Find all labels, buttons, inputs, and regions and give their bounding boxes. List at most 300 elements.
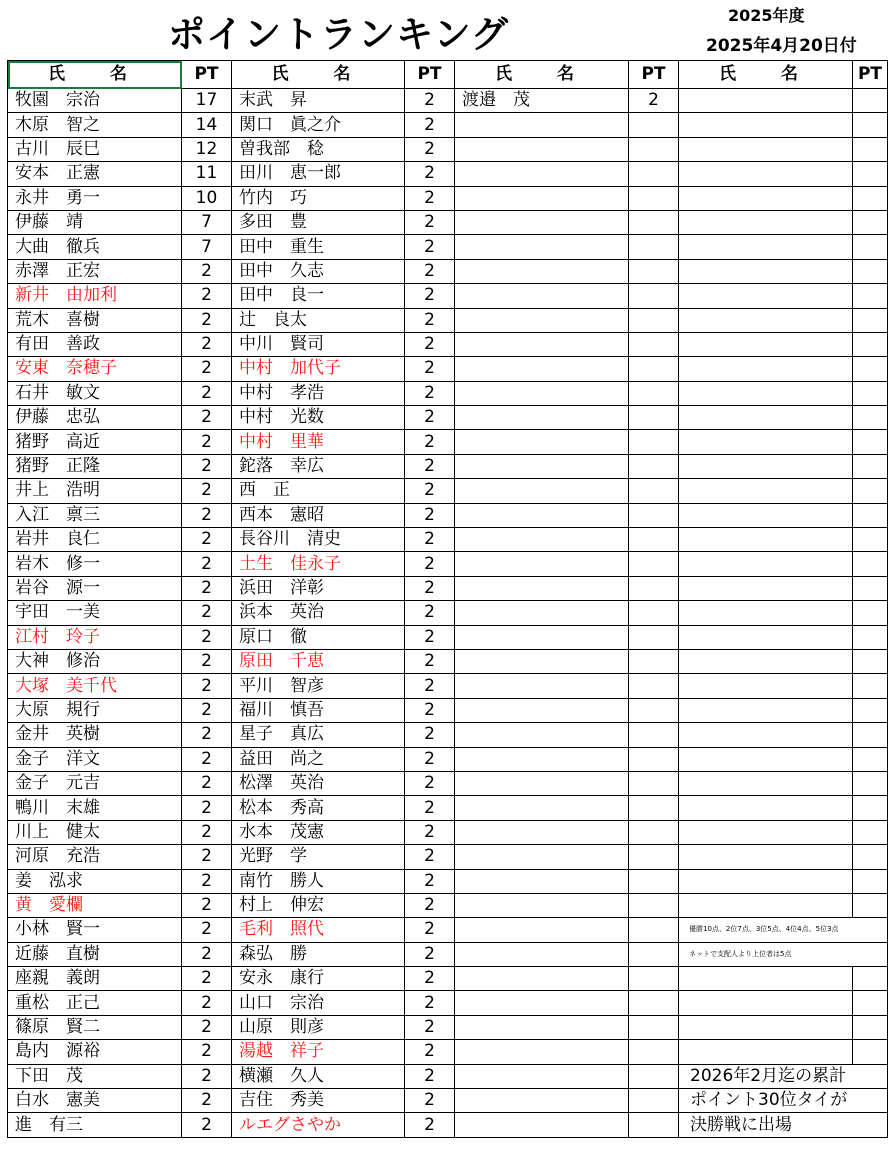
player-name[interactable]: 原田 千恵 — [232, 649, 405, 673]
player-name[interactable]: 多田 豊 — [232, 210, 405, 234]
player-points[interactable] — [853, 479, 888, 503]
player-points[interactable] — [629, 406, 679, 430]
player-name[interactable] — [455, 406, 629, 430]
player-points[interactable] — [853, 137, 888, 161]
player-points[interactable] — [853, 381, 888, 405]
player-name[interactable] — [679, 89, 853, 113]
player-points[interactable] — [629, 381, 679, 405]
player-points[interactable]: 2 — [182, 698, 232, 722]
player-points[interactable] — [629, 820, 679, 844]
player-name[interactable] — [455, 381, 629, 405]
player-points[interactable]: 2 — [405, 601, 455, 625]
player-name[interactable]: 金子 元吉 — [8, 771, 182, 795]
player-name[interactable] — [455, 723, 629, 747]
player-name[interactable] — [455, 1015, 629, 1039]
player-points[interactable]: 2 — [405, 991, 455, 1015]
player-name[interactable]: 進 有三 — [8, 1113, 182, 1137]
player-points[interactable] — [853, 357, 888, 381]
player-points[interactable]: 2 — [182, 820, 232, 844]
player-name[interactable]: 白水 憲美 — [8, 1089, 182, 1113]
player-points[interactable]: 2 — [405, 332, 455, 356]
player-name[interactable] — [679, 845, 853, 869]
player-name[interactable] — [679, 430, 853, 454]
player-name[interactable]: 森弘 勝 — [232, 942, 405, 966]
player-name[interactable]: 光野 学 — [232, 845, 405, 869]
player-points[interactable]: 2 — [405, 625, 455, 649]
player-name[interactable] — [679, 357, 853, 381]
player-name[interactable] — [455, 162, 629, 186]
player-points[interactable] — [853, 162, 888, 186]
player-points[interactable] — [853, 796, 888, 820]
player-name[interactable]: 曽我部 稔 — [232, 137, 405, 161]
player-name[interactable]: 土生 佳永子 — [232, 552, 405, 576]
player-points[interactable]: 11 — [182, 162, 232, 186]
player-points[interactable]: 2 — [182, 625, 232, 649]
player-name[interactable]: 赤澤 正宏 — [8, 259, 182, 283]
player-name[interactable] — [679, 137, 853, 161]
player-name[interactable]: 黄 愛欄 — [8, 893, 182, 917]
player-points[interactable] — [853, 649, 888, 673]
player-points[interactable] — [629, 210, 679, 234]
player-points[interactable] — [629, 991, 679, 1015]
player-points[interactable]: 2 — [182, 967, 232, 991]
player-points[interactable]: 2 — [182, 601, 232, 625]
player-points[interactable]: 2 — [182, 454, 232, 478]
player-name[interactable]: 原口 徹 — [232, 625, 405, 649]
player-name[interactable]: 中村 里華 — [232, 430, 405, 454]
player-name[interactable]: 篠原 賢二 — [8, 1015, 182, 1039]
player-points[interactable] — [853, 625, 888, 649]
player-name[interactable]: 中村 光数 — [232, 406, 405, 430]
player-name[interactable] — [679, 528, 853, 552]
player-points[interactable]: 2 — [182, 771, 232, 795]
player-points[interactable]: 10 — [182, 186, 232, 210]
player-points[interactable]: 2 — [405, 723, 455, 747]
pt-header[interactable]: PT — [853, 61, 888, 89]
player-points[interactable]: 2 — [405, 259, 455, 283]
player-points[interactable] — [853, 771, 888, 795]
player-name[interactable]: 横瀬 久人 — [232, 1064, 405, 1088]
player-points[interactable]: 2 — [182, 528, 232, 552]
player-points[interactable] — [853, 89, 888, 113]
player-points[interactable]: 2 — [405, 308, 455, 332]
player-points[interactable]: 2 — [182, 259, 232, 283]
player-points[interactable] — [629, 357, 679, 381]
player-points[interactable]: 2 — [629, 89, 679, 113]
player-points[interactable] — [853, 430, 888, 454]
player-points[interactable]: 2 — [182, 1089, 232, 1113]
player-points[interactable]: 2 — [405, 576, 455, 600]
player-points[interactable] — [853, 552, 888, 576]
player-points[interactable]: 7 — [182, 210, 232, 234]
player-name[interactable]: 星子 真広 — [232, 723, 405, 747]
player-points[interactable]: 2 — [182, 649, 232, 673]
player-points[interactable] — [853, 820, 888, 844]
player-name[interactable] — [679, 381, 853, 405]
player-name[interactable]: 永井 勇一 — [8, 186, 182, 210]
player-name[interactable]: 岩井 良仁 — [8, 528, 182, 552]
player-name[interactable] — [679, 869, 853, 893]
player-name[interactable]: 金井 英樹 — [8, 723, 182, 747]
player-points[interactable]: 2 — [182, 406, 232, 430]
player-name[interactable] — [679, 771, 853, 795]
player-name[interactable]: 姜 泓求 — [8, 869, 182, 893]
player-points[interactable] — [853, 1040, 888, 1064]
player-name[interactable] — [679, 991, 853, 1015]
player-name[interactable]: 田中 久志 — [232, 259, 405, 283]
player-points[interactable] — [629, 845, 679, 869]
player-points[interactable]: 2 — [405, 1015, 455, 1039]
player-points[interactable] — [629, 1040, 679, 1064]
player-points[interactable] — [853, 210, 888, 234]
player-points[interactable]: 2 — [405, 89, 455, 113]
pt-header[interactable]: PT — [405, 61, 455, 89]
player-name[interactable]: ルエグさやか — [232, 1113, 405, 1137]
player-name[interactable] — [679, 1040, 853, 1064]
player-name[interactable] — [679, 674, 853, 698]
player-points[interactable]: 2 — [182, 1040, 232, 1064]
player-name[interactable] — [455, 796, 629, 820]
player-name[interactable]: 荒木 喜樹 — [8, 308, 182, 332]
player-points[interactable]: 2 — [182, 284, 232, 308]
player-points[interactable] — [853, 406, 888, 430]
player-name[interactable]: 中川 賢司 — [232, 332, 405, 356]
player-name[interactable] — [455, 113, 629, 137]
player-name[interactable] — [679, 186, 853, 210]
player-name[interactable]: 石井 敏文 — [8, 381, 182, 405]
player-name[interactable]: 西本 憲昭 — [232, 503, 405, 527]
player-name[interactable]: 川上 健太 — [8, 820, 182, 844]
player-name[interactable]: 安本 正憲 — [8, 162, 182, 186]
player-name[interactable]: 井上 浩明 — [8, 479, 182, 503]
name-header[interactable]: 氏 名 — [455, 61, 629, 89]
player-name[interactable] — [679, 601, 853, 625]
player-name[interactable] — [679, 723, 853, 747]
player-name[interactable]: 渡邉 茂 — [455, 89, 629, 113]
player-points[interactable]: 2 — [182, 357, 232, 381]
player-points[interactable] — [629, 893, 679, 917]
player-name[interactable]: 浜田 洋彰 — [232, 576, 405, 600]
player-name[interactable]: 竹内 巧 — [232, 186, 405, 210]
player-points[interactable]: 2 — [182, 479, 232, 503]
player-points[interactable]: 2 — [405, 1040, 455, 1064]
pt-header[interactable]: PT — [182, 61, 232, 89]
player-name[interactable]: 島内 源裕 — [8, 1040, 182, 1064]
player-name[interactable] — [455, 552, 629, 576]
player-points[interactable]: 2 — [182, 918, 232, 942]
player-name[interactable]: 伊藤 忠弘 — [8, 406, 182, 430]
player-points[interactable]: 2 — [182, 747, 232, 771]
player-points[interactable] — [853, 308, 888, 332]
player-name[interactable]: 下田 茂 — [8, 1064, 182, 1088]
player-name[interactable] — [679, 576, 853, 600]
player-name[interactable] — [679, 284, 853, 308]
player-points[interactable]: 2 — [405, 454, 455, 478]
player-points[interactable]: 2 — [405, 528, 455, 552]
player-name[interactable]: 岩谷 源一 — [8, 576, 182, 600]
player-points[interactable]: 2 — [405, 820, 455, 844]
player-name[interactable] — [455, 1113, 629, 1137]
player-points[interactable]: 2 — [405, 918, 455, 942]
player-points[interactable] — [853, 674, 888, 698]
player-name[interactable] — [455, 186, 629, 210]
player-points[interactable] — [853, 454, 888, 478]
player-name[interactable]: 安永 康行 — [232, 967, 405, 991]
player-points[interactable] — [629, 162, 679, 186]
player-name[interactable]: 浜本 英治 — [232, 601, 405, 625]
player-points[interactable]: 2 — [405, 406, 455, 430]
player-name[interactable] — [455, 820, 629, 844]
player-points[interactable]: 2 — [405, 747, 455, 771]
player-points[interactable]: 2 — [182, 332, 232, 356]
player-points[interactable] — [853, 698, 888, 722]
player-name[interactable] — [455, 479, 629, 503]
player-points[interactable]: 7 — [182, 235, 232, 259]
player-points[interactable]: 2 — [182, 1113, 232, 1137]
player-points[interactable] — [629, 625, 679, 649]
player-points[interactable] — [629, 137, 679, 161]
player-points[interactable] — [629, 796, 679, 820]
player-points[interactable]: 2 — [405, 137, 455, 161]
player-points[interactable] — [853, 747, 888, 771]
player-name[interactable] — [455, 284, 629, 308]
player-name[interactable] — [455, 259, 629, 283]
player-name[interactable]: 田川 恵一郎 — [232, 162, 405, 186]
player-points[interactable] — [629, 1064, 679, 1088]
player-name[interactable] — [679, 747, 853, 771]
player-points[interactable] — [629, 942, 679, 966]
player-name[interactable]: 新井 由加利 — [8, 284, 182, 308]
player-name[interactable]: 大塚 美千代 — [8, 674, 182, 698]
player-points[interactable] — [629, 454, 679, 478]
player-points[interactable]: 2 — [405, 845, 455, 869]
player-name[interactable]: 山口 宗治 — [232, 991, 405, 1015]
player-name[interactable] — [679, 454, 853, 478]
player-name[interactable]: 南竹 勝人 — [232, 869, 405, 893]
player-name[interactable] — [455, 235, 629, 259]
player-name[interactable] — [455, 1064, 629, 1088]
player-name[interactable]: 座親 義朗 — [8, 967, 182, 991]
player-points[interactable]: 2 — [405, 796, 455, 820]
player-points[interactable] — [853, 332, 888, 356]
player-points[interactable]: 2 — [405, 967, 455, 991]
player-name[interactable] — [455, 845, 629, 869]
player-points[interactable] — [853, 113, 888, 137]
player-name[interactable]: 岩木 修一 — [8, 552, 182, 576]
player-name[interactable] — [679, 406, 853, 430]
player-points[interactable] — [629, 723, 679, 747]
player-name[interactable] — [455, 625, 629, 649]
player-name[interactable] — [455, 137, 629, 161]
player-name[interactable] — [679, 796, 853, 820]
player-points[interactable] — [629, 698, 679, 722]
player-name[interactable]: 金子 洋文 — [8, 747, 182, 771]
player-points[interactable] — [853, 528, 888, 552]
player-name[interactable] — [679, 893, 853, 917]
player-name[interactable]: 有田 善政 — [8, 332, 182, 356]
pt-header[interactable]: PT — [629, 61, 679, 89]
player-points[interactable]: 2 — [405, 893, 455, 917]
player-points[interactable] — [629, 869, 679, 893]
player-points[interactable] — [629, 430, 679, 454]
player-points[interactable]: 2 — [182, 308, 232, 332]
player-name[interactable]: 関口 眞之介 — [232, 113, 405, 137]
player-points[interactable] — [629, 747, 679, 771]
player-name[interactable]: 長谷川 清史 — [232, 528, 405, 552]
player-name[interactable] — [679, 162, 853, 186]
player-points[interactable]: 17 — [182, 89, 232, 113]
player-points[interactable]: 12 — [182, 137, 232, 161]
player-points[interactable] — [853, 576, 888, 600]
player-points[interactable]: 2 — [405, 235, 455, 259]
player-points[interactable]: 2 — [182, 381, 232, 405]
player-points[interactable] — [853, 235, 888, 259]
player-points[interactable]: 2 — [182, 796, 232, 820]
player-name[interactable]: 辻 良太 — [232, 308, 405, 332]
player-points[interactable]: 2 — [405, 162, 455, 186]
player-name[interactable] — [455, 210, 629, 234]
player-name[interactable] — [455, 869, 629, 893]
player-points[interactable]: 2 — [405, 649, 455, 673]
player-name[interactable] — [455, 332, 629, 356]
player-name[interactable]: 猪野 正隆 — [8, 454, 182, 478]
player-points[interactable] — [629, 771, 679, 795]
player-name[interactable] — [455, 454, 629, 478]
player-points[interactable] — [853, 893, 888, 917]
player-points[interactable]: 2 — [405, 698, 455, 722]
player-name[interactable]: 猪野 高近 — [8, 430, 182, 454]
player-points[interactable]: 2 — [182, 893, 232, 917]
player-name[interactable]: 宇田 一美 — [8, 601, 182, 625]
player-points[interactable] — [629, 918, 679, 942]
player-name[interactable]: 福川 慎吾 — [232, 698, 405, 722]
player-name[interactable] — [455, 674, 629, 698]
player-points[interactable]: 2 — [405, 284, 455, 308]
player-points[interactable] — [853, 601, 888, 625]
player-points[interactable]: 2 — [182, 723, 232, 747]
player-points[interactable]: 2 — [182, 845, 232, 869]
player-points[interactable] — [629, 284, 679, 308]
player-name[interactable] — [679, 210, 853, 234]
player-name[interactable] — [455, 771, 629, 795]
player-points[interactable] — [629, 1113, 679, 1137]
player-name[interactable] — [455, 1089, 629, 1113]
player-points[interactable] — [853, 845, 888, 869]
player-points[interactable]: 2 — [405, 186, 455, 210]
player-points[interactable] — [853, 186, 888, 210]
player-points[interactable]: 2 — [405, 381, 455, 405]
player-name[interactable] — [455, 576, 629, 600]
player-name[interactable] — [679, 113, 853, 137]
player-points[interactable]: 2 — [405, 503, 455, 527]
player-points[interactable]: 2 — [182, 942, 232, 966]
player-points[interactable] — [853, 723, 888, 747]
player-name[interactable] — [679, 332, 853, 356]
player-name[interactable] — [679, 625, 853, 649]
player-name[interactable]: 田中 良一 — [232, 284, 405, 308]
player-points[interactable] — [629, 601, 679, 625]
player-points[interactable]: 2 — [182, 1015, 232, 1039]
player-name[interactable] — [455, 991, 629, 1015]
player-points[interactable]: 2 — [405, 869, 455, 893]
player-name[interactable] — [679, 1015, 853, 1039]
player-name[interactable]: 田中 重生 — [232, 235, 405, 259]
player-points[interactable] — [629, 259, 679, 283]
player-name[interactable] — [455, 747, 629, 771]
player-name[interactable]: 入江 禀三 — [8, 503, 182, 527]
player-points[interactable] — [629, 186, 679, 210]
player-points[interactable]: 2 — [182, 503, 232, 527]
player-points[interactable]: 2 — [182, 991, 232, 1015]
player-name[interactable]: 西 正 — [232, 479, 405, 503]
player-points[interactable] — [853, 259, 888, 283]
player-name[interactable] — [455, 430, 629, 454]
player-name[interactable] — [455, 528, 629, 552]
player-name[interactable]: 松澤 英治 — [232, 771, 405, 795]
player-name[interactable]: 大曲 徹兵 — [8, 235, 182, 259]
player-points[interactable] — [629, 528, 679, 552]
player-name[interactable] — [679, 235, 853, 259]
name-header[interactable]: 氏 名 — [679, 61, 853, 89]
player-name[interactable]: 山原 則彦 — [232, 1015, 405, 1039]
player-points[interactable] — [853, 284, 888, 308]
player-points[interactable] — [629, 479, 679, 503]
player-points[interactable] — [629, 674, 679, 698]
name-header[interactable]: 氏 名 — [8, 61, 182, 89]
player-name[interactable]: 安東 奈穂子 — [8, 357, 182, 381]
player-points[interactable] — [853, 991, 888, 1015]
player-points[interactable] — [629, 576, 679, 600]
player-name[interactable]: 水本 茂憲 — [232, 820, 405, 844]
player-points[interactable]: 2 — [405, 357, 455, 381]
player-points[interactable] — [629, 235, 679, 259]
player-name[interactable]: 吉住 秀美 — [232, 1089, 405, 1113]
player-points[interactable]: 2 — [405, 942, 455, 966]
player-name[interactable]: 牧園 宗治 — [8, 89, 182, 113]
player-name[interactable]: 木原 智之 — [8, 113, 182, 137]
player-name[interactable] — [679, 479, 853, 503]
player-points[interactable]: 2 — [405, 674, 455, 698]
player-name[interactable]: 松本 秀高 — [232, 796, 405, 820]
player-name[interactable] — [679, 820, 853, 844]
player-name[interactable]: 鉈落 幸広 — [232, 454, 405, 478]
player-points[interactable]: 2 — [182, 1064, 232, 1088]
player-name[interactable] — [455, 357, 629, 381]
player-name[interactable]: 大原 規行 — [8, 698, 182, 722]
player-points[interactable]: 2 — [405, 552, 455, 576]
player-points[interactable]: 2 — [405, 430, 455, 454]
player-name[interactable]: 江村 玲子 — [8, 625, 182, 649]
player-name[interactable] — [455, 698, 629, 722]
player-points[interactable]: 2 — [182, 869, 232, 893]
player-name[interactable]: 小林 賢一 — [8, 918, 182, 942]
player-name[interactable] — [679, 698, 853, 722]
player-name[interactable] — [455, 649, 629, 673]
player-name[interactable] — [455, 967, 629, 991]
player-name[interactable]: 伊藤 靖 — [8, 210, 182, 234]
player-points[interactable] — [629, 332, 679, 356]
player-points[interactable] — [629, 1089, 679, 1113]
player-name[interactable]: 大神 修治 — [8, 649, 182, 673]
player-points[interactable] — [629, 113, 679, 137]
player-points[interactable] — [629, 308, 679, 332]
player-points[interactable]: 2 — [405, 479, 455, 503]
player-points[interactable]: 2 — [405, 771, 455, 795]
player-name[interactable]: 益田 尚之 — [232, 747, 405, 771]
player-name[interactable] — [455, 1040, 629, 1064]
player-name[interactable] — [455, 918, 629, 942]
player-name[interactable]: 近藤 直樹 — [8, 942, 182, 966]
